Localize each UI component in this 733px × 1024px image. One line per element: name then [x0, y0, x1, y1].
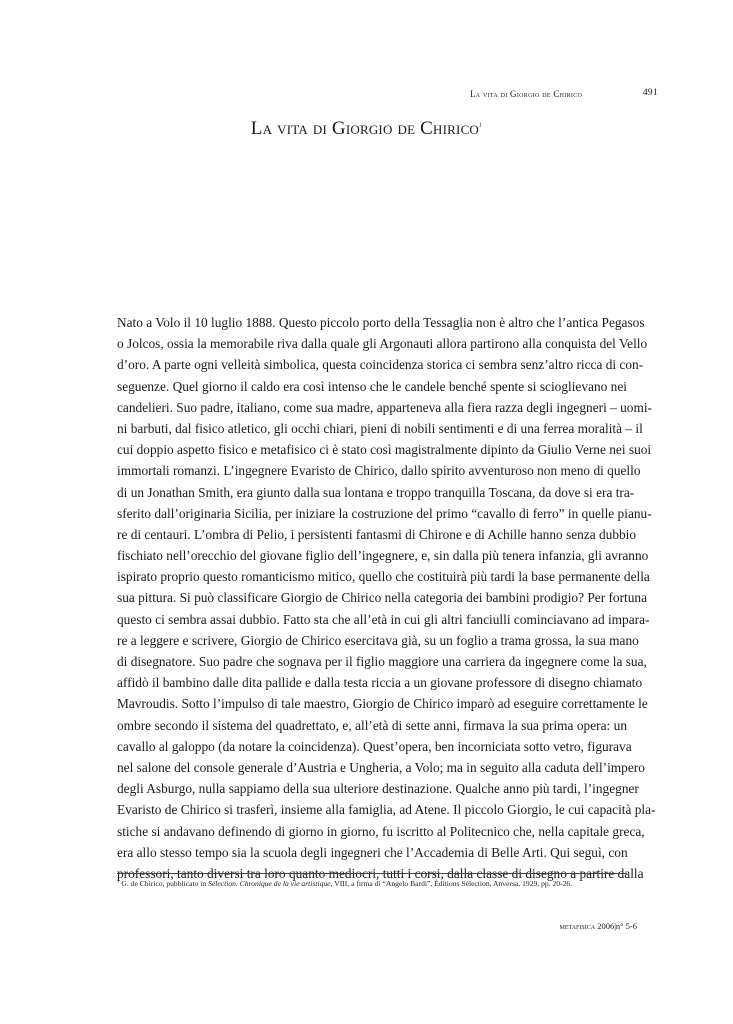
body-line: era allo stesso tempo sia la scuola degli ingegneri che l’Accademia di Belle Arti. Qui seguì, con — [117, 844, 628, 860]
running-head — [470, 89, 658, 99]
body-line: cui doppio aspetto fisico e metafisico ci è stato così magistralmente dipinto da Giulio Verne nei suoi — [117, 442, 652, 458]
body-line: ombre secondo il sistema del quadrettato, e, all’età di sette anni, firmava la sua prima opera: un — [117, 717, 627, 733]
footnote-marker: 1 — [117, 879, 120, 885]
article-body — [117, 312, 656, 884]
body-line: questo ci sembra assai dubbio. Fatto sta che all’età in cui gli altri fanciulli cominciavano ad impara- — [117, 611, 650, 627]
body-line: Evaristo de Chirico si trasferì, insieme alla famiglia, ad Atene. Il piccolo Giorgio, le cui capacità pla- — [117, 802, 656, 818]
journal-year: 2006 — [597, 921, 615, 931]
body-line: re di centauri. L’ombra di Pelio, i persistenti fantasmi di Chirone e di Achille hanno senza dubbio — [117, 526, 637, 542]
journal-issue: n° 5-6 — [615, 921, 637, 931]
article-title — [0, 118, 733, 140]
footnote-text-before: G. de Chirico, pubblicato in — [119, 879, 209, 888]
body-line: fischiato nell’orecchio del giovane figlio dell’ingegnere, e, sin dalla più tenera infanzia, gli avranno — [117, 548, 649, 564]
article-title-text: La vita di Giorgio de Chirico — [250, 118, 480, 139]
body-line: o Jolcos, ossia la memorabile riva dalla quale gli Argonauti allora partirono alla conquista del Vello — [117, 336, 648, 352]
footnote-text-after: , VIII, a firma di “Angelo Bardi”, Éditions Sélection, Anversa, 1929, pp. 20-26. — [330, 879, 573, 888]
body-line: immortali romanzi. L’ingegnere Evaristo de Chirico, dallo spirito avventuroso non meno di quello — [117, 463, 641, 479]
body-line: di disegnatore. Suo padre che sognava per il figlio maggiore una carriera da ingegnere come la sua, — [117, 654, 647, 669]
body-line: ni barbuti, dal fisico atletico, gli occhi chiari, pieni di nobili sentimenti e di una ferrea moralità – il — [117, 420, 643, 436]
body-line: ispirato proprio questo romanticismo mitico, quello che costituirà più tardi la base permanente della — [117, 569, 650, 585]
body-line: Nato a Volo il 10 luglio 1888. Questo piccolo porto della Tessaglia non è altro che l’antica Pegasos — [117, 315, 645, 330]
body-line: re a leggere e scrivere, Giorgio de Chirico esercitava già, su un foglio a trama grossa, la sua mano — [117, 632, 639, 648]
footnote-publication-title: Sélection. Chronique de la vie artistique — [208, 879, 331, 888]
body-line: stiche si andavano definendo di giorno in giorno, fu iscritto al Politecnico che, nella capitale greca, — [117, 823, 645, 839]
body-line: candelieri. Suo padre, italiano, come sua madre, apparteneva alla fiera razza degli ingegneri – uomi- — [117, 399, 652, 415]
body-line: degli Asburgo, nulla sappiamo della sua ulteriore destinazione. Qualche anno più tardi, l’ingegner — [117, 781, 639, 797]
footnote-divider — [117, 873, 627, 874]
body-line: Mavroudis. Sotto l’impulso di tale maestro, Giorgio de Chirico imparò ad eseguire correttamente le — [117, 696, 648, 712]
body-line: sua pittura. Si può classificare Giorgio de Chirico nella categoria dei bambini prodigio? Per fortuna — [117, 590, 648, 606]
body-line: professori, tanto diversi tra loro quanto mediocri, tutti i corsi, dalla classe di disegno a partire dalla — [117, 865, 644, 881]
title-footnote-ref[interactable]: 1 — [479, 122, 483, 129]
journal-name: metafisica — [559, 922, 596, 931]
body-line: di un Jonathan Smith, era giunto dalla sua lontana e troppo tranquilla Toscana, da dove si era tra- — [117, 484, 635, 500]
footnote — [117, 879, 637, 888]
body-line: sferito dall’originaria Sicilia, per iniziare la costruzione del primo “cavallo di ferro” in quelle pianu- — [117, 505, 652, 521]
folio-separator: | — [614, 921, 616, 931]
body-line: nel salone del console generale d’Austria e Ungheria, a Volo; ma in seguito alla caduta dell’impero — [117, 759, 645, 775]
running-head-title: La vita di Giorgio de Chirico — [470, 89, 583, 99]
body-line: cavallo al galoppo (da notare la coincidenza). Quest’opera, ben incorniciata sotto vetro, figurava — [117, 738, 632, 754]
body-line: seguenze. Quel giorno il caldo era così intenso che le candele benché spente si scioglievano nei — [117, 378, 627, 394]
folio — [527, 921, 637, 931]
body-line: d’oro. A parte ogni velleità simbolica, questa coincidenza storica ci sembra senz’altro ricca di con- — [117, 357, 644, 373]
page-number: 491 — [642, 88, 658, 98]
body-line: affidò il bambino dalle dita pallide e dalla testa riccia a un giovane professore di disegno chiamato — [117, 675, 643, 691]
